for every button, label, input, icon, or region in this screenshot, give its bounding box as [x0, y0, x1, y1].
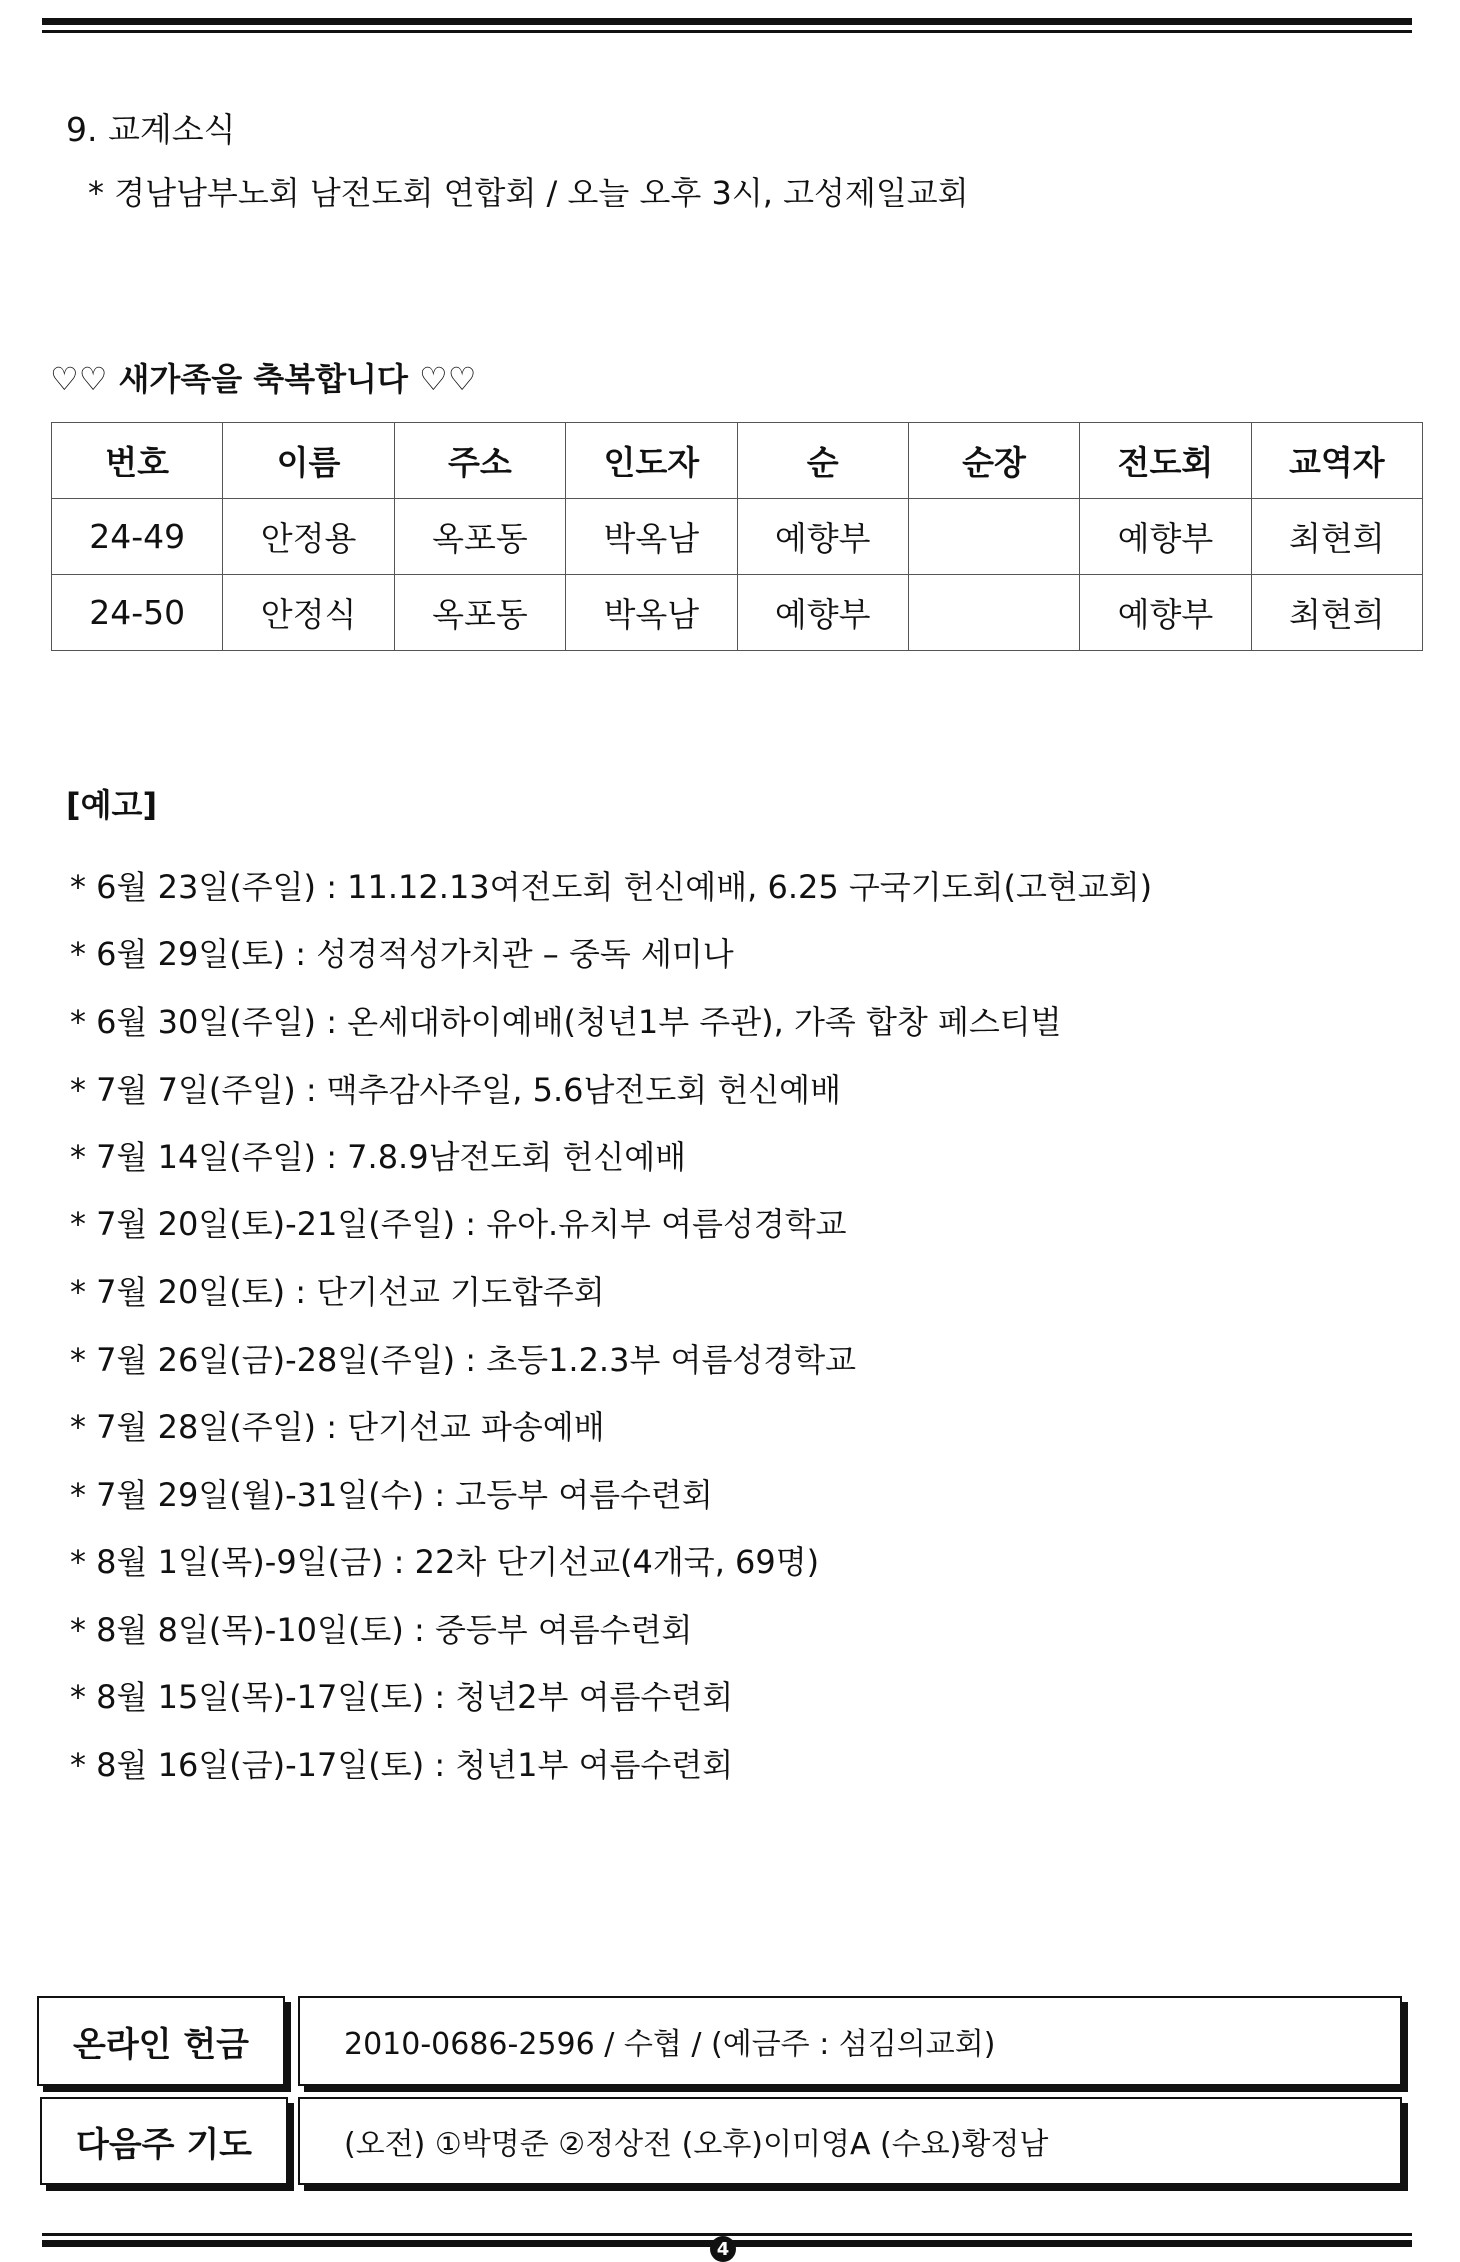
church-news-item: * 경남남부노회 남전도회 연합회 / 오늘 오후 3시, 고성제일교회 — [88, 174, 969, 212]
column-header: 순 — [737, 423, 908, 499]
church-news-title: 9. 교계소식 — [66, 110, 236, 149]
column-header: 전도회 — [1080, 423, 1251, 499]
column-header: 인도자 — [566, 423, 737, 499]
bottom-rule-thin — [42, 2233, 1412, 2236]
column-header: 이름 — [223, 423, 394, 499]
table-cell: 최현희 — [1251, 499, 1422, 575]
column-header: 교역자 — [1251, 423, 1422, 499]
table-cell: 박옥남 — [566, 499, 737, 575]
table-cell: 옥포동 — [394, 575, 565, 651]
table-cell: 예향부 — [1080, 499, 1251, 575]
table-cell: 안정식 — [223, 575, 394, 651]
new-family-heading: ♡♡ 새가족을 축복합니다 ♡♡ — [50, 360, 477, 398]
table-cell: 예향부 — [737, 499, 908, 575]
table-cell — [908, 575, 1079, 651]
table-cell: 옥포동 — [394, 499, 565, 575]
notice-item: * 6월 23일(주일) : 11.12.13여전도회 헌신예배, 6.25 구국기도회(고현교회) — [70, 868, 1153, 906]
table-cell: 최현희 — [1251, 575, 1422, 651]
table-cell: 예향부 — [737, 575, 908, 651]
table-header-row — [52, 423, 1423, 499]
table-row — [52, 575, 1423, 651]
notice-item: * 7월 7일(주일) : 맥추감사주일, 5.6남전도회 헌신예배 — [70, 1071, 841, 1109]
next-week-prayer-value: (오전) ①박명준 ②정상전 (오후)이미영A (수요)황정남 — [298, 2097, 1402, 2185]
notice-item: * 7월 29일(월)-31일(수) : 고등부 여름수련회 — [70, 1476, 713, 1514]
online-offering-label: 온라인 헌금 — [37, 1996, 285, 2086]
table-cell: 24-50 — [52, 575, 223, 651]
table-cell: 예향부 — [1080, 575, 1251, 651]
column-header: 번호 — [52, 423, 223, 499]
top-rule-thin — [42, 30, 1412, 33]
notice-item: * 7월 26일(금)-28일(주일) : 초등1.2.3부 여름성경학교 — [70, 1341, 857, 1379]
column-header: 순장 — [908, 423, 1079, 499]
notice-item: * 8월 16일(금)-17일(토) : 청년1부 여름수련회 — [70, 1746, 734, 1784]
top-rule-thick — [42, 18, 1412, 25]
new-family-table — [51, 422, 1423, 651]
notices-heading: [예고] — [66, 786, 158, 824]
next-week-prayer-label: 다음주 기도 — [40, 2097, 288, 2185]
column-header: 주소 — [394, 423, 565, 499]
table-row — [52, 499, 1423, 575]
notice-item: * 6월 29일(토) : 성경적성가치관 – 중독 세미나 — [70, 935, 734, 973]
notice-item: * 7월 28일(주일) : 단기선교 파송예배 — [70, 1408, 605, 1446]
online-offering-value: 2010-0686-2596 / 수협 / (예금주 : 섬김의교회) — [298, 1996, 1402, 2086]
page-number-badge: 4 — [710, 2236, 736, 2262]
table-cell: 박옥남 — [566, 575, 737, 651]
notice-item: * 6월 30일(주일) : 온세대하이예배(청년1부 주관), 가족 합창 페스티벌 — [70, 1003, 1062, 1041]
notice-item: * 7월 14일(주일) : 7.8.9남전도회 헌신예배 — [70, 1138, 687, 1176]
notice-item: * 8월 8일(목)-10일(토) : 중등부 여름수련회 — [70, 1611, 693, 1649]
notice-item: * 7월 20일(토)-21일(주일) : 유아.유치부 여름성경학교 — [70, 1205, 847, 1243]
table-cell — [908, 499, 1079, 575]
table-cell: 안정용 — [223, 499, 394, 575]
notice-item: * 8월 1일(목)-9일(금) : 22차 단기선교(4개국, 69명) — [70, 1543, 820, 1581]
table-cell: 24-49 — [52, 499, 223, 575]
notice-item: * 7월 20일(토) : 단기선교 기도합주회 — [70, 1273, 605, 1311]
notice-item: * 8월 15일(목)-17일(토) : 청년2부 여름수련회 — [70, 1678, 734, 1716]
